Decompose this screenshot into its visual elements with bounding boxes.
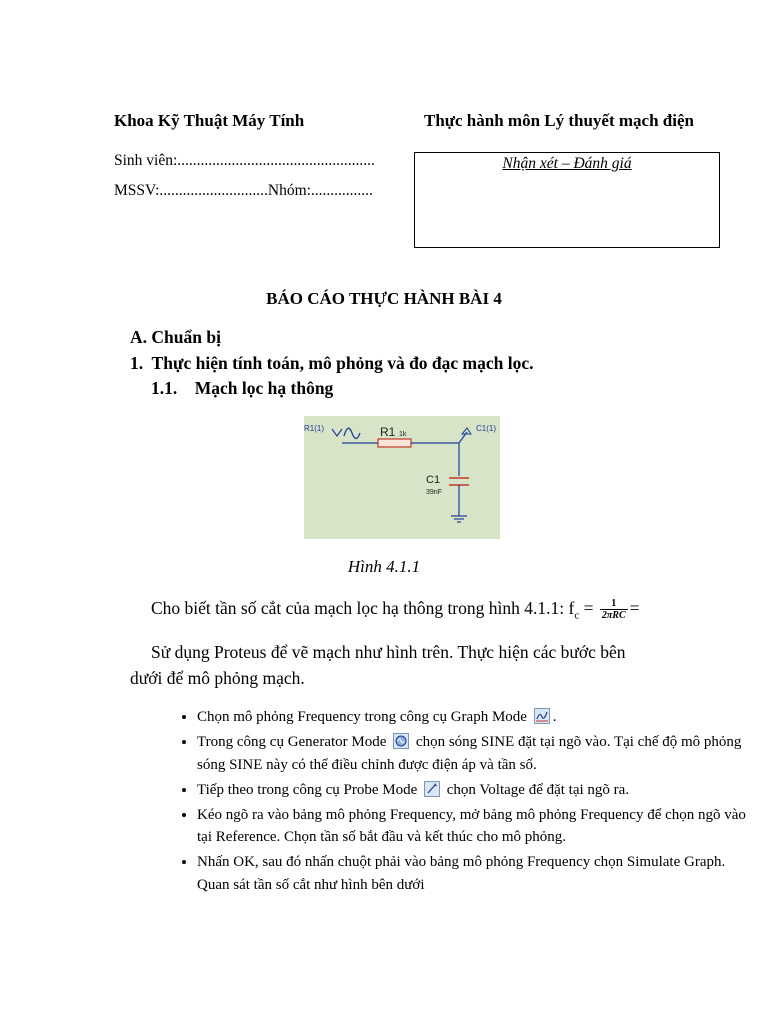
cutoff-formula bbox=[600, 598, 628, 621]
voltage-probe-icon bbox=[459, 428, 471, 443]
review-box bbox=[414, 152, 720, 248]
proteus-paragraph-line1: Sử dụng Proteus để vẽ mạch như hình trên. Thực hiện các bước bên bbox=[151, 642, 626, 662]
cutoff-text: Cho biết tần số cắt của mạch lọc hạ thông trong hình 4.1.1: f bbox=[151, 598, 575, 618]
cutoff-subscript: c bbox=[574, 609, 580, 622]
source-label: R1(1) bbox=[304, 424, 325, 433]
capacitor-value: 39nF bbox=[426, 489, 442, 496]
lowpass-circuit-figure bbox=[304, 416, 500, 539]
list-item: • Nhấn OK, sau đó nhấn chuột phải vào bảng mô phỏng Frequency chọn Simulate Graph. Quan sát tần số cắt như hình bên dưới bbox=[197, 851, 757, 896]
ground-icon bbox=[451, 516, 467, 522]
graph-mode-icon bbox=[534, 708, 550, 724]
cutoff-trailing-equals: = bbox=[629, 598, 640, 618]
capacitor-symbol bbox=[449, 478, 469, 485]
generator-mode-icon bbox=[393, 733, 409, 749]
formula-denominator: 2πRC bbox=[601, 610, 626, 622]
cutoff-frequency-question bbox=[151, 598, 640, 622]
proteus-paragraph-line2: dưới để mô phỏng mạch. bbox=[130, 668, 305, 688]
list-item: • Kéo ngõ ra vào bảng mô phỏng Frequency, mở bảng mô phỏng Frequency để chọn ngõ vào tại Reference. Chọn tần số bắt đầu và kết thúc cho mô phỏng. bbox=[197, 804, 757, 849]
student-id-group-field: MSSV:............................Nhóm:................ bbox=[114, 182, 373, 199]
section-a-heading: A. Chuẩn bị bbox=[130, 327, 221, 347]
probe-mode-icon bbox=[424, 781, 440, 797]
formula-numerator: 1 bbox=[600, 598, 628, 610]
figure-caption: Hình 4.1.1 bbox=[347, 557, 421, 576]
item-1-1-heading: 1.1. Mạch lọc hạ thông bbox=[151, 378, 334, 398]
department-header: Khoa Kỹ Thuật Máy Tính bbox=[114, 111, 305, 130]
resistor-value: 1k bbox=[399, 431, 407, 438]
list-item: • Tiếp theo trong công cụ Probe Mode chọn Voltage để đặt tại ngõ ra. bbox=[197, 779, 757, 802]
sine-source-icon bbox=[332, 428, 360, 438]
course-header: Thực hành môn Lý thuyết mạch điện bbox=[424, 111, 694, 130]
resistor-label: R1 bbox=[380, 425, 396, 439]
circuit-diagram bbox=[304, 416, 500, 539]
resistor-symbol bbox=[378, 439, 411, 447]
student-name-field: Sinh viên:................................................... bbox=[114, 152, 375, 169]
cutoff-equals: = bbox=[579, 598, 594, 618]
capacitor-label: C1 bbox=[426, 474, 441, 486]
review-box-title: Nhận xét – Đánh giá bbox=[502, 155, 632, 172]
item-1-heading: 1. Thực hiện tính toán, mô phỏng và đo đạc mạch lọc. bbox=[130, 353, 534, 373]
simulation-steps-list bbox=[150, 706, 757, 899]
list-item: • Chọn mô phỏng Frequency trong công cụ Graph Mode . bbox=[197, 706, 757, 729]
list-item: • Trong công cụ Generator Mode chọn sóng SINE đặt tại ngõ vào. Tại chế độ mô phỏng sóng SINE này có thể điều chỉnh được điện áp và tần số. bbox=[197, 731, 757, 776]
probe-label: C1(1) bbox=[476, 424, 497, 433]
report-title: BÁO CÁO THỰC HÀNH BÀI 4 bbox=[266, 289, 502, 308]
